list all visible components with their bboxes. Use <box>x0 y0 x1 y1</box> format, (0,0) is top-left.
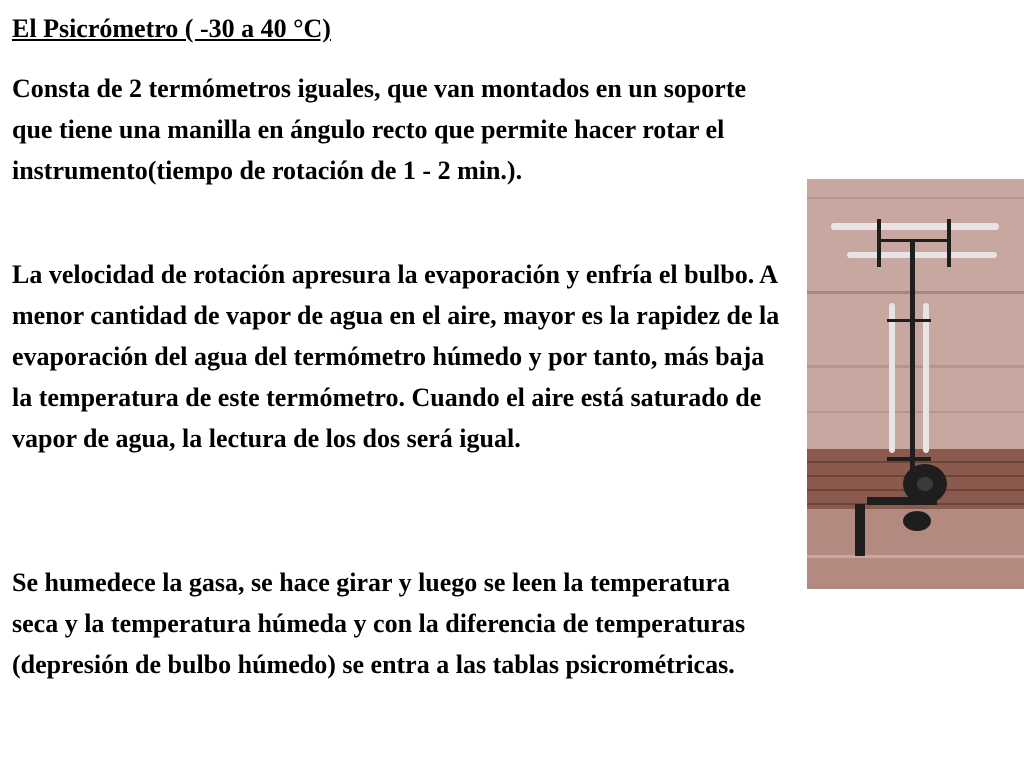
top-thermometer <box>831 223 999 230</box>
paragraph-procedure: Se humedece la gasa, se hace girar y luego se leen la temperatura seca y la temperatura húmeda y con la diferencia de temperaturas (depresión de bulbo húmedo) se entra a las tablas psicrométricas. <box>12 568 746 679</box>
wet-thermometer <box>923 303 929 453</box>
psychrometer-photo <box>807 179 1024 589</box>
psychrometer-illustration <box>807 179 1024 589</box>
wall <box>807 179 1024 449</box>
base-leg <box>855 504 865 556</box>
top-thermometer-lower <box>847 252 997 258</box>
dry-thermometer <box>889 303 895 453</box>
paragraph-construction: Consta de 2 termómetros iguales, que van montados en un soporte que tiene una manilla en ángulo recto que permite hacer rotar el instrumento(tiempo de rotación de 1 - 2 min.). <box>12 74 747 185</box>
slide-title: El Psicrómetro ( -30 a 40 °C) <box>12 14 331 43</box>
paragraph-rotation-evaporation: La velocidad de rotación apresura la evaporación y enfría el bulbo. A menor cantidad de vapor de agua en el aire, mayor es la rapidez de la evaporación del agua del termómetro húmedo y por tanto, más baja la temperatura de este termómetro. Cuando el aire está saturado de vapor de agua, la lectura de los dos será igual. <box>12 260 780 453</box>
support-pole <box>910 239 915 469</box>
